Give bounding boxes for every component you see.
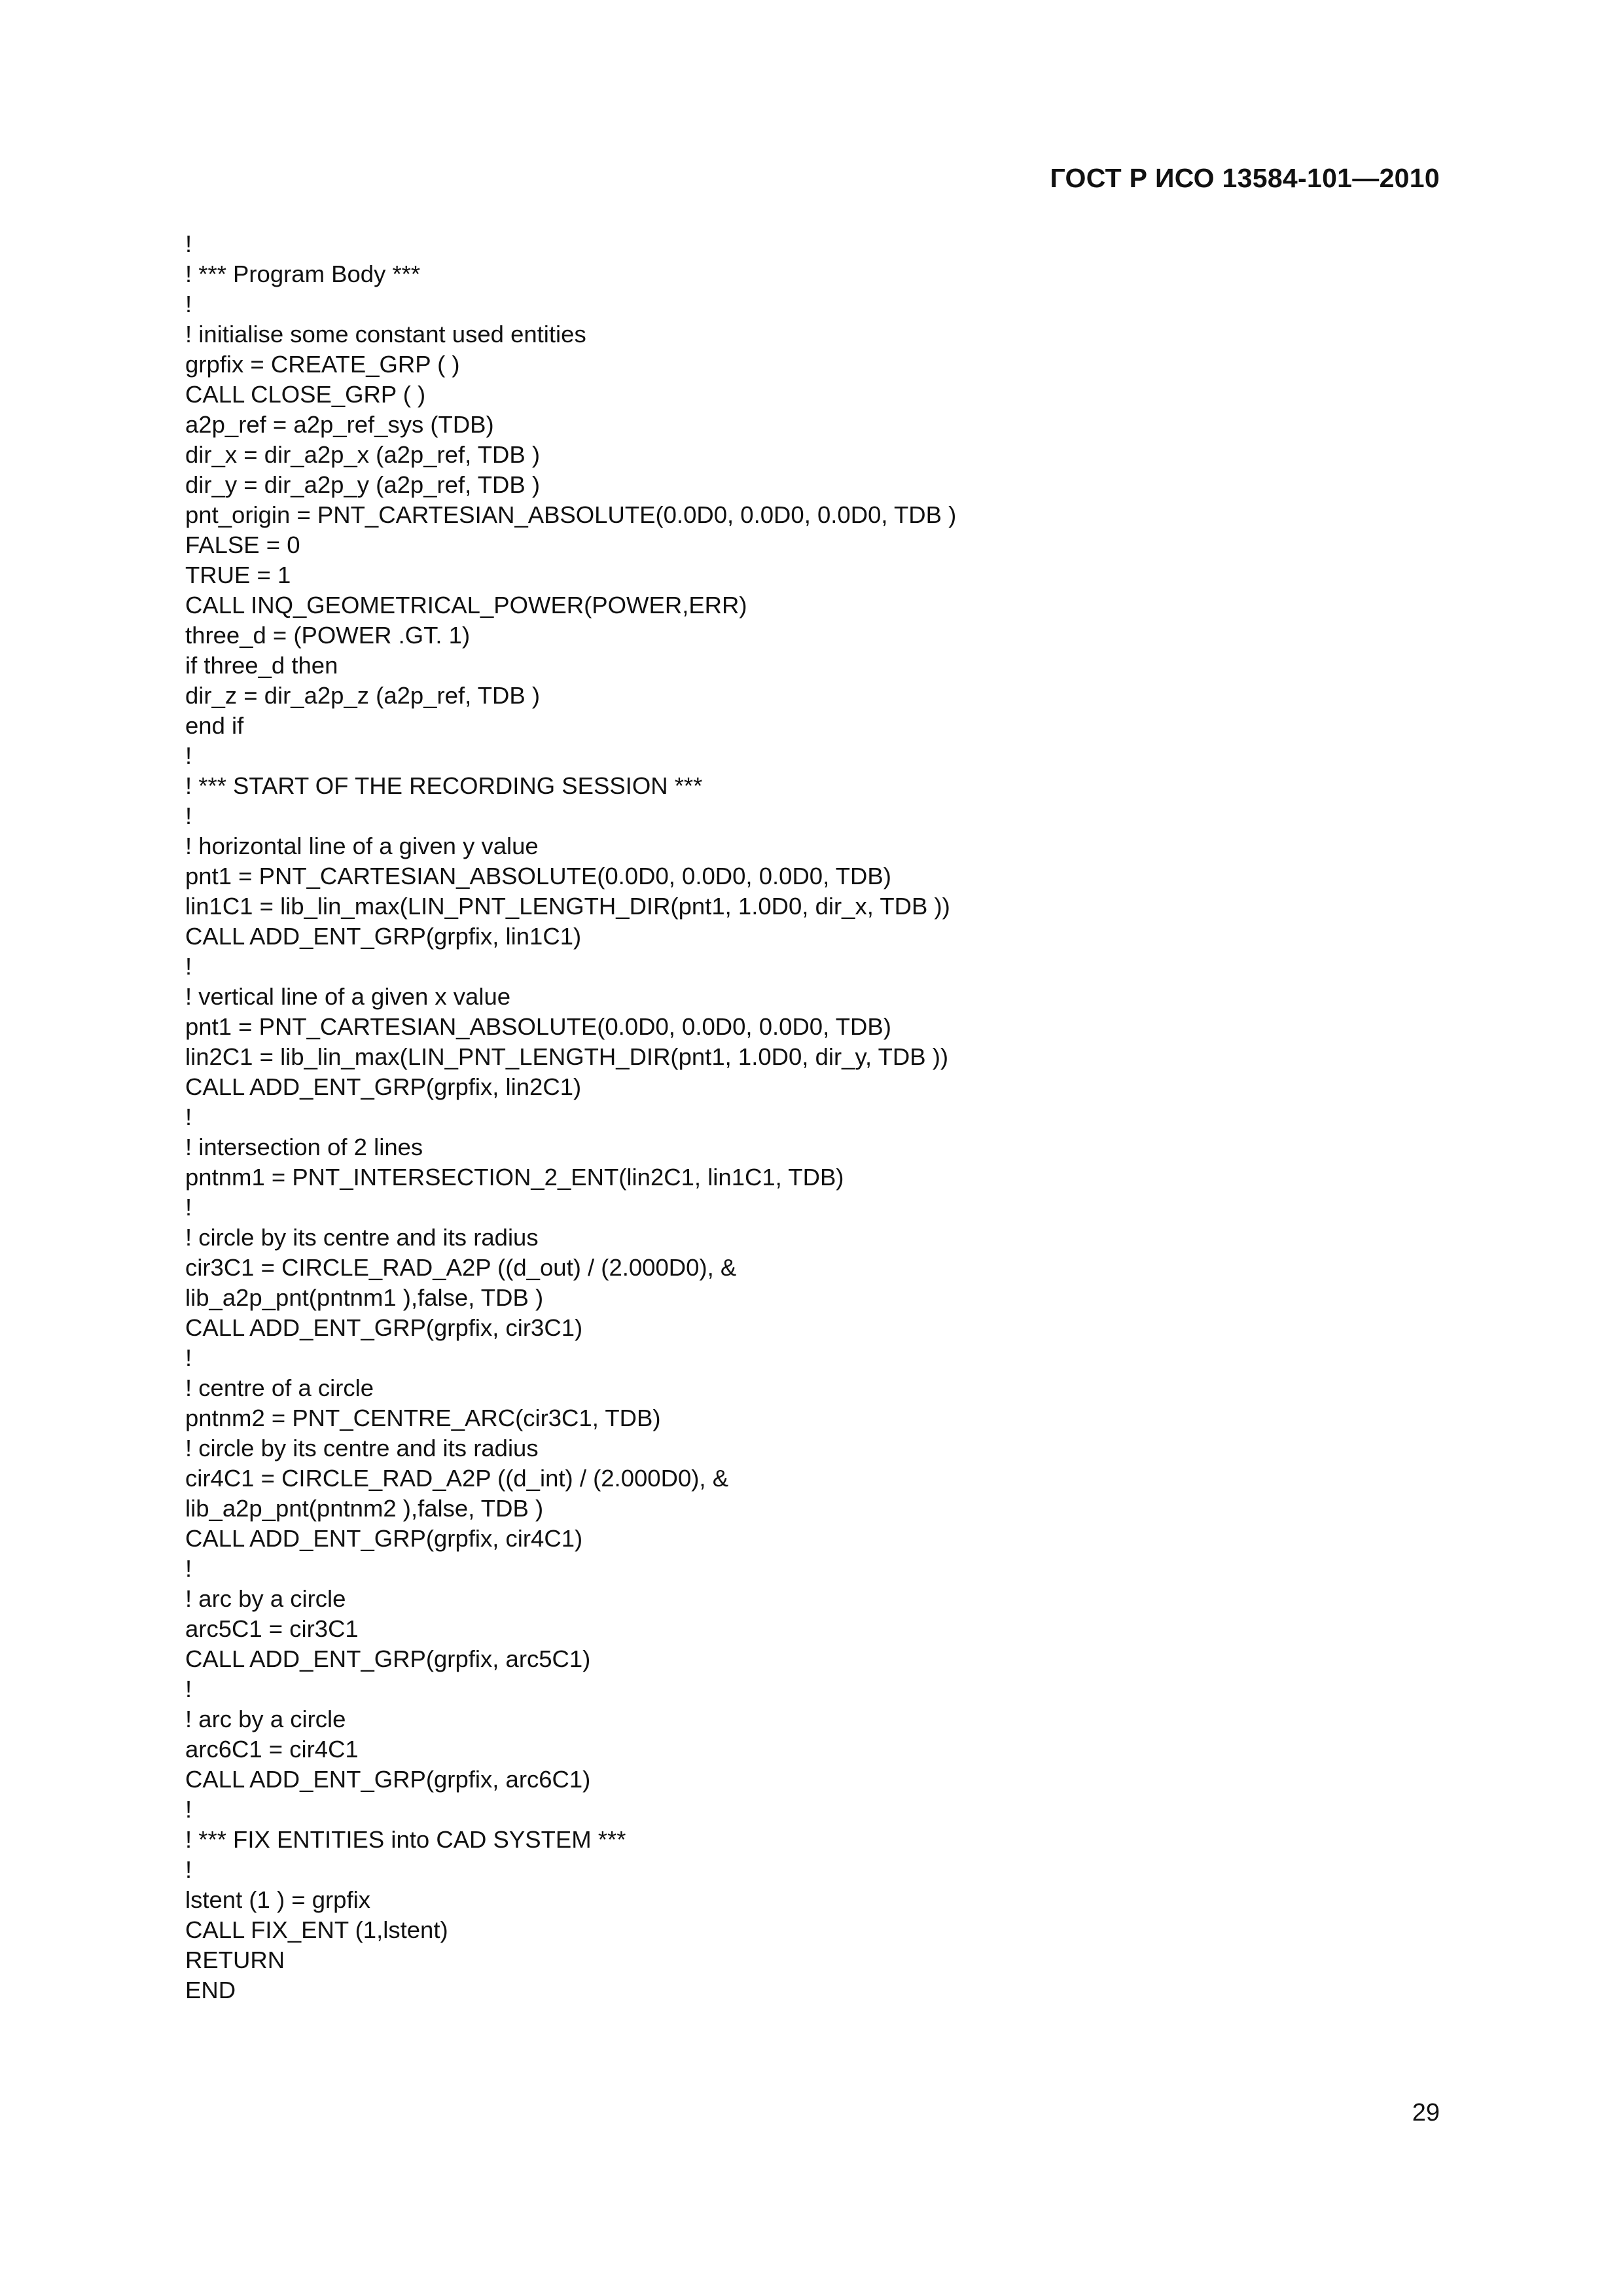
code-line: three_d = (POWER .GT. 1) (185, 622, 471, 649)
code-line: lib_a2p_pnt(pntnm1 ),false, TDB ) (185, 1284, 544, 1311)
page-number: 29 (1412, 2099, 1440, 2126)
code-line: ! (185, 953, 192, 980)
code-line: CALL ADD_ENT_GRP(grpfix, cir4C1) (185, 1525, 583, 1552)
code-line: CALL ADD_ENT_GRP(grpfix, lin2C1) (185, 1073, 582, 1100)
code-line: lib_a2p_pnt(pntnm2 ),false, TDB ) (185, 1495, 544, 1522)
code-line: pntnm1 = PNT_INTERSECTION_2_ENT(lin2C1, lin1C1, TDB) (185, 1164, 844, 1191)
code-line: ! (185, 291, 192, 317)
code-line: ! initialise some constant used entities (185, 321, 586, 348)
code-line: ! (185, 1856, 192, 1883)
standard-header: ГОСТ Р ИСО 13584-101—2010 (1050, 163, 1440, 193)
code-line: a2p_ref = a2p_ref_sys (TDB) (185, 411, 494, 438)
code-line: ! (185, 1796, 192, 1823)
code-line: CALL ADD_ENT_GRP(grpfix, arc5C1) (185, 1645, 591, 1672)
code-line: pnt_origin = PNT_CARTESIAN_ABSOLUTE(0.0D0, 0.0D0, 0.0D0, TDB ) (185, 501, 957, 528)
code-line: ! (185, 802, 192, 829)
code-line: RETURN (185, 1946, 285, 1973)
program-listing (185, 229, 1429, 2005)
code-line: ! arc by a circle (185, 1706, 346, 1732)
code-line: cir3C1 = CIRCLE_RAD_A2P ((d_out) / (2.000D0), & (185, 1254, 737, 1281)
code-line: CALL ADD_ENT_GRP(grpfix, lin1C1) (185, 923, 582, 950)
code-line: pnt1 = PNT_CARTESIAN_ABSOLUTE(0.0D0, 0.0D0, 0.0D0, TDB) (185, 1013, 891, 1040)
code-line: ! circle by its centre and its radius (185, 1224, 539, 1251)
code-line: ! (185, 1555, 192, 1582)
code-line: ! (185, 230, 192, 257)
code-line: ! arc by a circle (185, 1585, 346, 1612)
code-line: ! *** Program Body *** (185, 260, 421, 287)
code-line: CALL FIX_ENT (1,lstent) (185, 1916, 448, 1943)
code-line: ! vertical line of a given x value (185, 983, 511, 1010)
code-line: dir_z = dir_a2p_z (a2p_ref, TDB ) (185, 682, 541, 709)
code-line: CALL CLOSE_GRP ( ) (185, 381, 426, 408)
code-line: arc6C1 = cir4C1 (185, 1736, 359, 1763)
code-line: END (185, 1977, 236, 2003)
code-line: lin2C1 = lib_lin_max(LIN_PNT_LENGTH_DIR(pnt1, 1.0D0, dir_y, TDB )) (185, 1043, 949, 1070)
code-line: ! circle by its centre and its radius (185, 1435, 539, 1462)
code-line: dir_x = dir_a2p_x (a2p_ref, TDB ) (185, 441, 541, 468)
code-line: ! intersection of 2 lines (185, 1134, 423, 1160)
code-line: CALL INQ_GEOMETRICAL_POWER(POWER,ERR) (185, 592, 747, 619)
code-line: lstent (1 ) = grpfix (185, 1886, 370, 1913)
code-line: arc5C1 = cir3C1 (185, 1615, 359, 1642)
code-line: end if (185, 712, 244, 739)
code-line: FALSE = 0 (185, 531, 300, 558)
code-line: ! *** START OF THE RECORDING SESSION *** (185, 772, 703, 799)
code-line: ! (185, 1194, 192, 1221)
code-line: ! centre of a circle (185, 1374, 374, 1401)
code-line: pntnm2 = PNT_CENTRE_ARC(cir3C1, TDB) (185, 1405, 661, 1431)
code-line: ! horizontal line of a given y value (185, 833, 539, 859)
code-line: ! (185, 742, 192, 769)
code-line: dir_y = dir_a2p_y (a2p_ref, TDB ) (185, 471, 541, 498)
code-line: cir4C1 = CIRCLE_RAD_A2P ((d_int) / (2.000D0), & (185, 1465, 729, 1492)
code-line: CALL ADD_ENT_GRP(grpfix, arc6C1) (185, 1766, 591, 1793)
code-line: ! *** FIX ENTITIES into CAD SYSTEM *** (185, 1826, 626, 1853)
code-line: ! (185, 1103, 192, 1130)
code-line: CALL ADD_ENT_GRP(grpfix, cir3C1) (185, 1314, 583, 1341)
code-line: lin1C1 = lib_lin_max(LIN_PNT_LENGTH_DIR(pnt1, 1.0D0, dir_x, TDB )) (185, 893, 950, 920)
code-line: if three_d then (185, 652, 338, 679)
code-line: grpfix = CREATE_GRP ( ) (185, 351, 460, 378)
code-line: ! (185, 1676, 192, 1702)
code-line: ! (185, 1344, 192, 1371)
code-line: pnt1 = PNT_CARTESIAN_ABSOLUTE(0.0D0, 0.0D0, 0.0D0, TDB) (185, 863, 891, 889)
code-line: TRUE = 1 (185, 562, 291, 588)
